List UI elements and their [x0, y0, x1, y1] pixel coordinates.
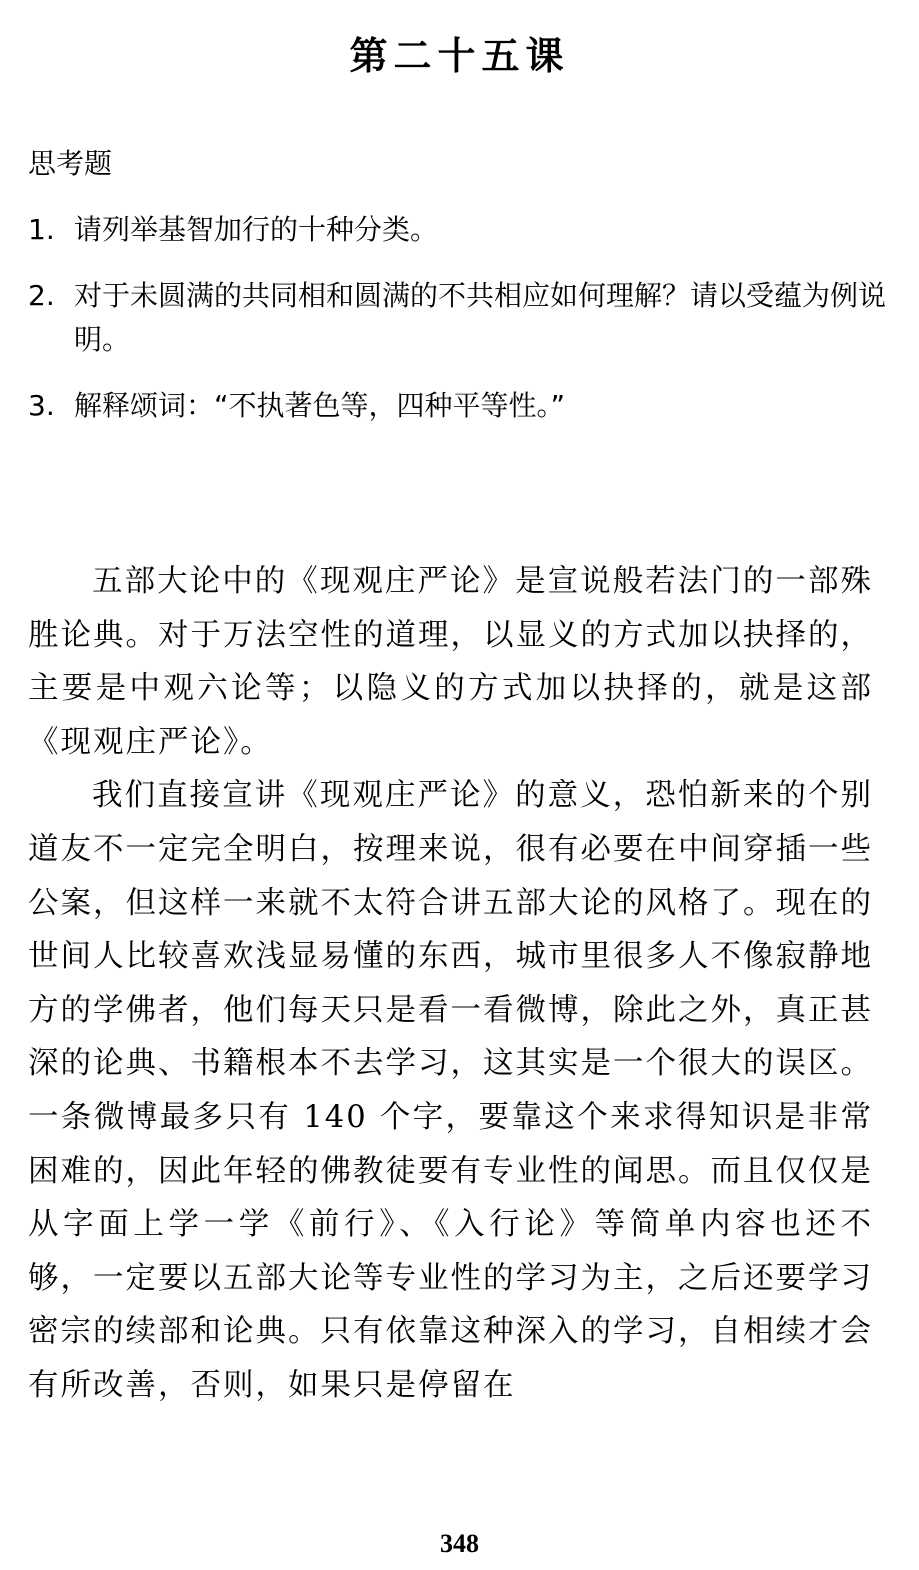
lesson-title: 第二十五课: [349, 33, 570, 78]
question-number: 3.: [28, 389, 55, 422]
review-questions: [28, 142, 888, 450]
question-number: 2.: [28, 279, 55, 312]
question-item: [28, 274, 888, 362]
body-paragraph: 我们直接宣讲《现观庄严论》的意义，恐怕新来的个别道友不一定完全明白，按理来说，很有必要在中间穿插一些公案，但这样一来就不太符合讲五部大论的风格了。现在的世间人比较喜欢浅显易懂的东西，城市里很多人不像寂静地方的学佛者，他们每天只是看一看微博，除此之外，真正甚深的论典、书籍根本不去学习，这其实是一个很大的误区。一条微博最多只有 140 个字，要靠这个来求得知识是非常困难的，因此年轻的佛教徒要有专业性的闻思。而且仅仅是从字面上学一学《前行》、《入行论》等简单内容也还不够，一定要以五部大论等专业性的学习为主，之后还要学习密宗的续部和论典。只有依靠这种深入的学习，自相续才会有所改善，否则，如果只是停留在: [28, 778, 873, 1403]
question-number: 1.: [28, 213, 55, 246]
lecture-body: [28, 555, 873, 1413]
body-paragraph: 五部大论中的《现观庄严论》是宣说般若法门的一部殊胜论典。对于万法空性的道理，以显义的方式加以抉择的，主要是中观六论等；以隐义的方式加以抉择的，就是这部《现观庄严论》。: [28, 564, 873, 760]
questions-heading: 思考题: [28, 147, 113, 180]
question-text: 请列举基智加行的十种分类。: [74, 213, 439, 246]
question-text: 解释颂词：“不执著色等，四种平等性。”: [74, 389, 566, 422]
question-item: [28, 384, 888, 428]
page-number: 348: [440, 1529, 479, 1558]
question-item: [28, 208, 888, 252]
question-text: 对于未圆满的共同相和圆满的不共相应如何理解？请以受蕴为例说明。: [74, 279, 887, 356]
